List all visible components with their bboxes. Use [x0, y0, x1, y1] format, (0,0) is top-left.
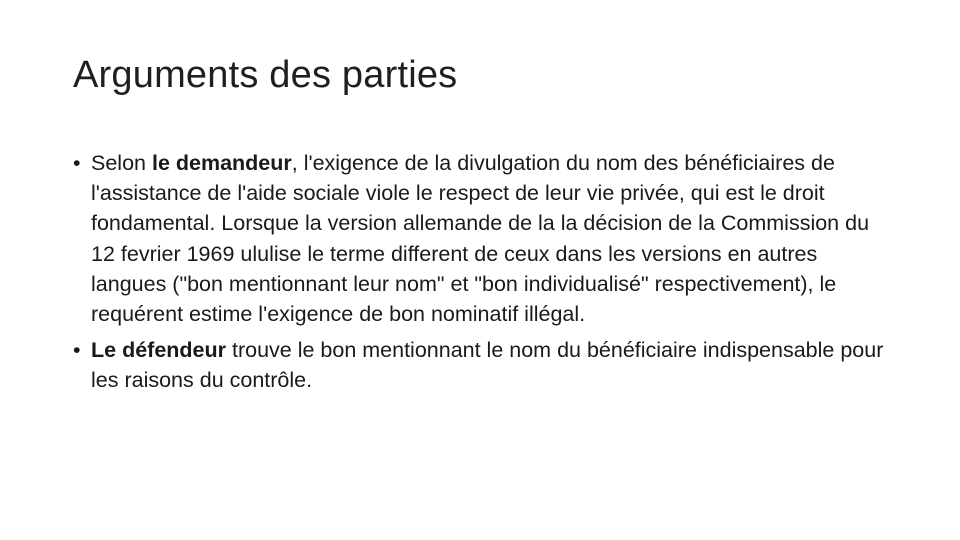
bullet-demandeur	[73, 148, 893, 329]
bullet-defendeur	[73, 335, 893, 395]
bullet-party-label: Le défendeur	[91, 338, 226, 363]
bullet-text-body: , l'exigence de la divulgation du nom des bénéficiaires de l'assistance de l'aide sociale viole le respect de leur vie privée, qui est le droit fondamental. Lorsque la version allemande de la la décision de la Commission du 12 fevrier 1969 ululise le terme different de ceux dans les versions en autres langues ("bon mentionnant leur nom" et "bon individualisé" respectivement), le requérent estime l'exigence de bon nominatif illégal.	[91, 151, 870, 327]
bullet-text-body: trouve le bon mentionnant le nom du bénéficiaire indispensable pour les raisons du contrôle.	[91, 338, 884, 393]
bullet-party-label: le demandeur	[151, 151, 292, 175]
bullet-dot-icon: •	[73, 151, 81, 175]
bullet-dot-icon: •	[73, 338, 81, 363]
bullet-list	[73, 148, 893, 402]
slide-title: Arguments des parties	[73, 54, 458, 96]
bullet-text-prefix: Selon	[91, 151, 152, 175]
